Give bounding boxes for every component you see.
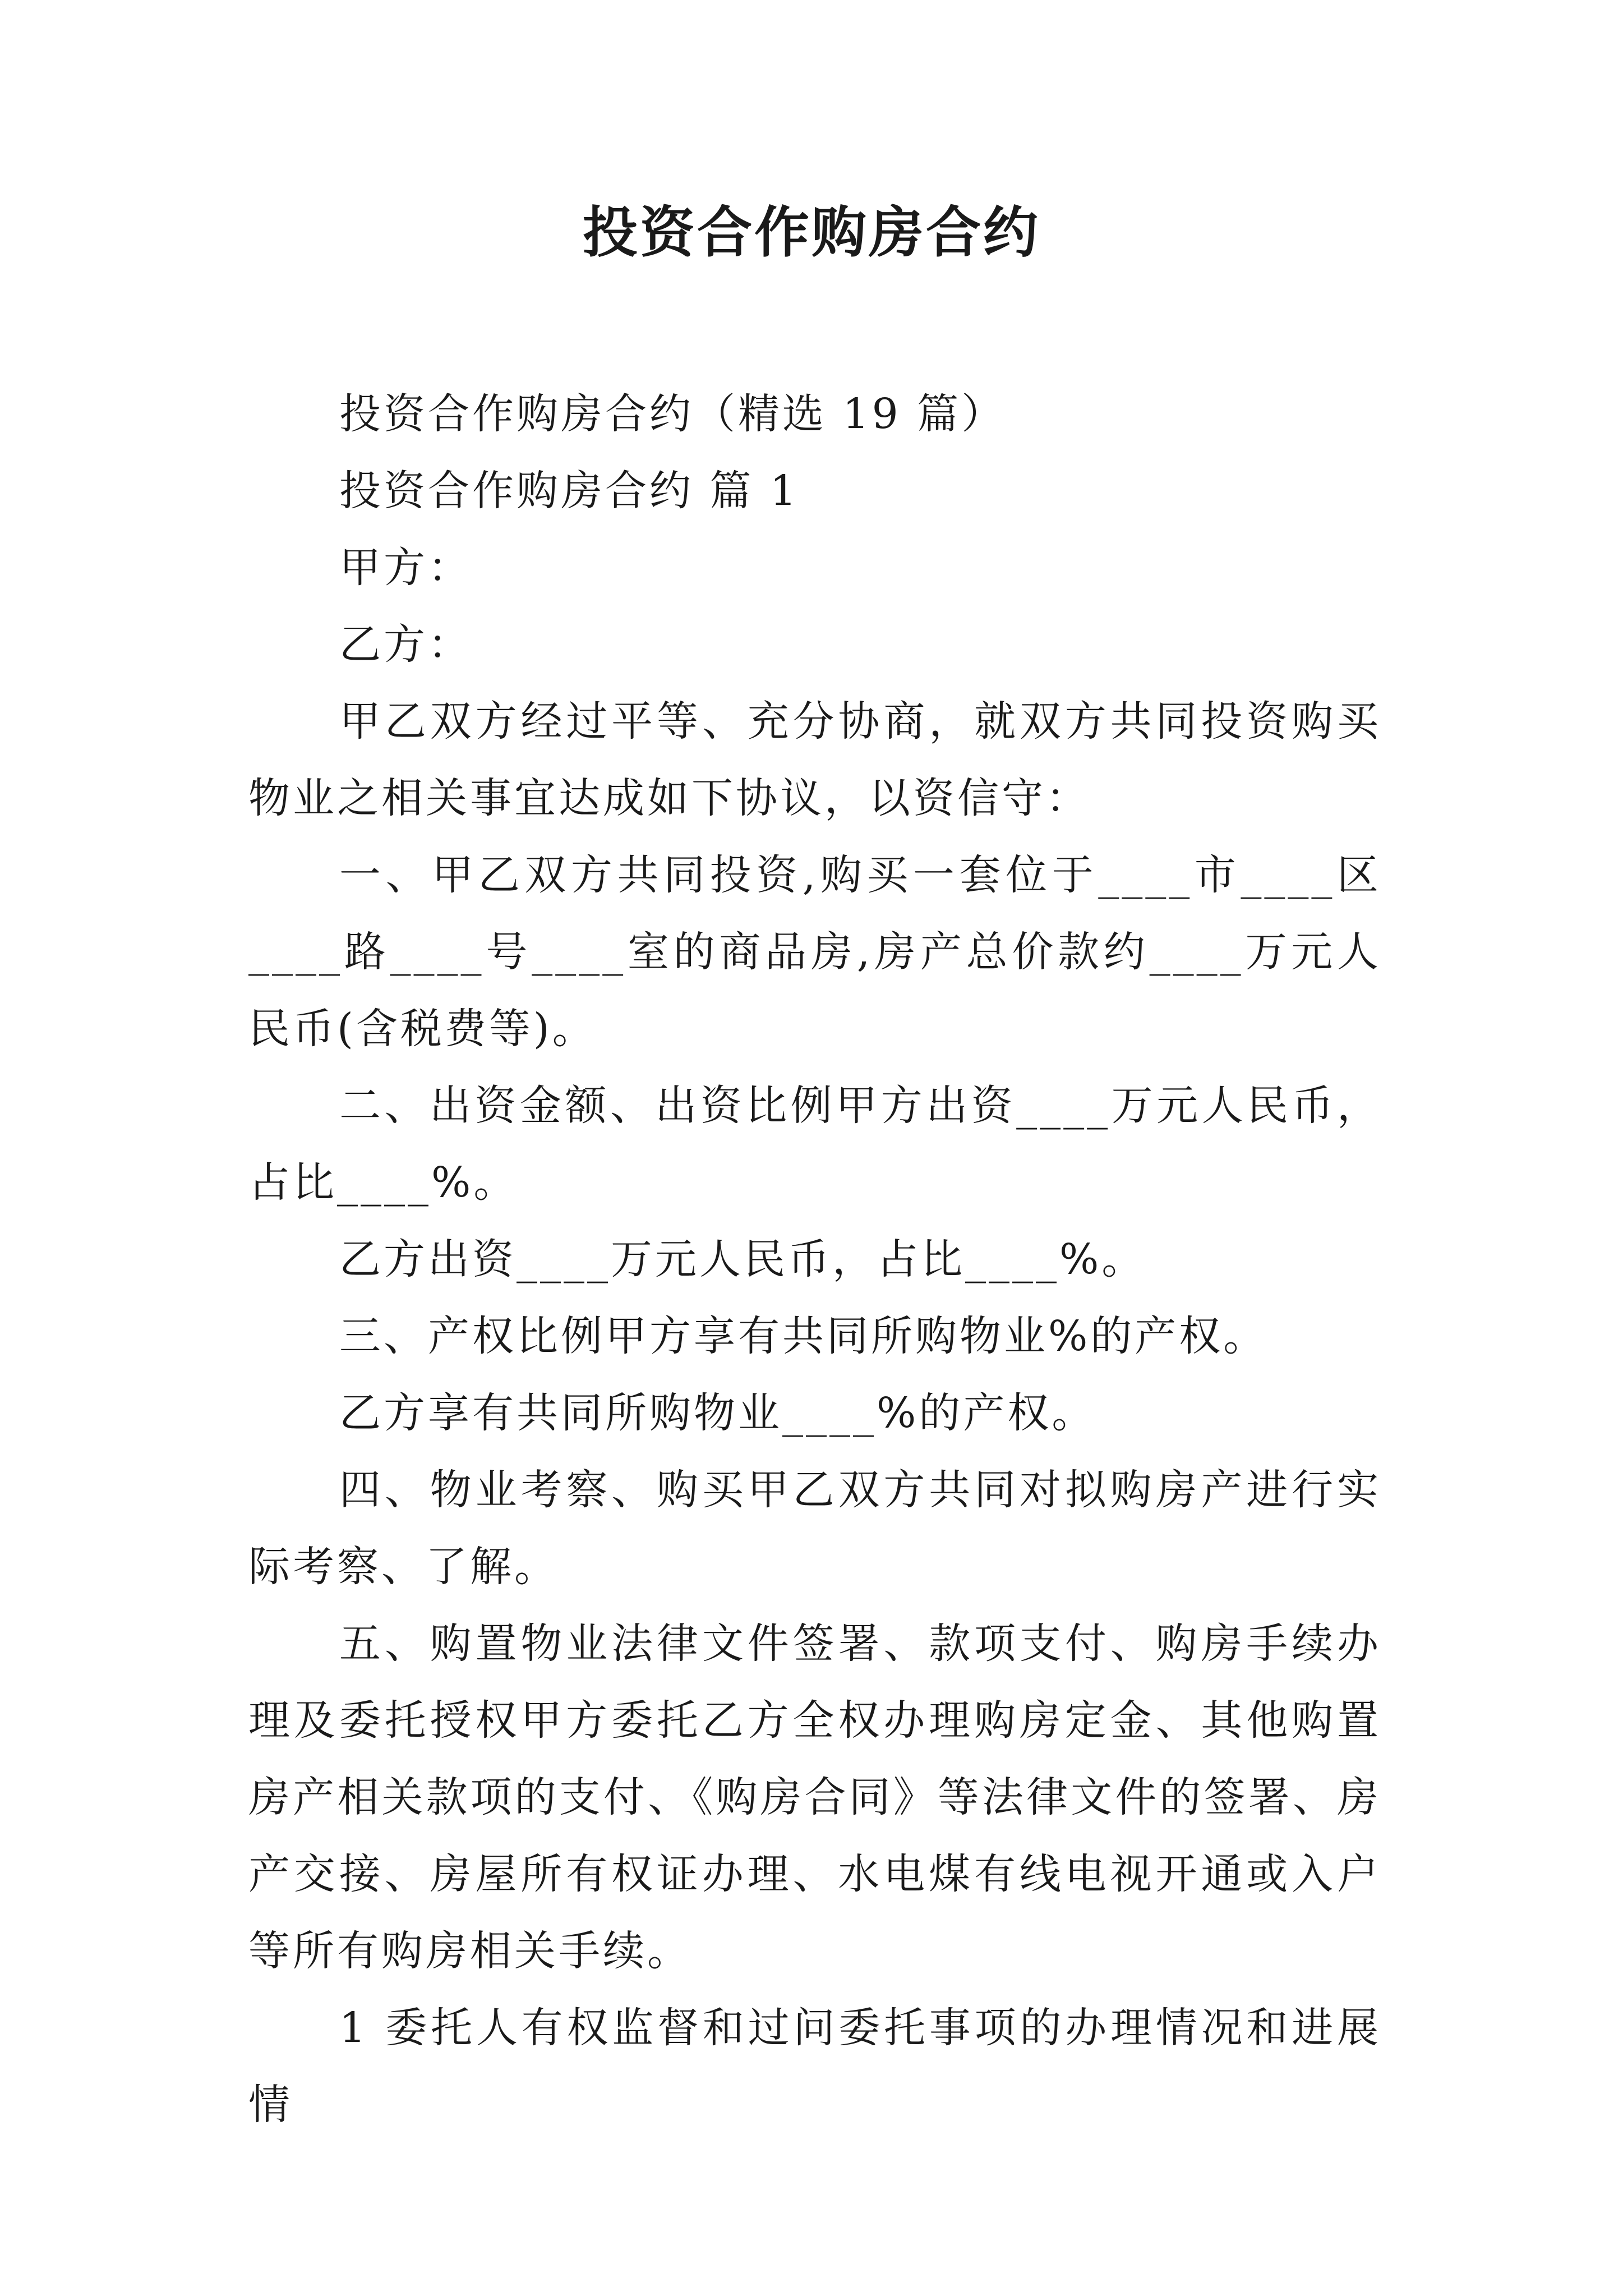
paragraph-clause-2-b: 乙方出资____万元人民币，占比____%。 [339,1235,1146,1283]
paragraph-clause-3-b: 乙方享有共同所购物业____%的产权。 [339,1389,1096,1437]
paragraph-party-a: 甲方： [339,544,472,592]
paragraph-clause-3: 三、产权比例甲方享有共同所购物业%的产权。 [339,1312,1268,1360]
paragraph-party-b: 乙方： [339,620,472,669]
paragraph-section-heading: 投资合作购房合约 篇 1 [339,467,800,515]
paragraph-subtitle: 投资合作购房合约（精选 19 篇） [339,390,1006,438]
paragraph-clause-5: 五、购置物业法律文件签署、款项支付、购房手续办理及委托授权甲方委托乙方全权办理购房定金、其他购置房产相关款项的支付、《购房合同》等法律文件的签署、房产交接、房屋所有权证办理、水电煤有线电视开通或入户等所有购房相关手续。 [248,1619,1381,1975]
paragraph-clause-2: 二、出资金额、出资比例甲方出资____万元人民币，占比____%。 [248,1082,1381,1207]
paragraph-preamble: 甲乙双方经过平等、充分协商，就双方共同投资购买物业之相关事宜达成如下协议，以资信守： [248,697,1381,822]
document-title: 投资合作购房合约 [582,200,1040,265]
paragraph-clause-5-1: 1 委托人有权监督和过问委托事项的办理情况和进展情 [248,2004,1381,2129]
paragraph-clause-4: 四、物业考察、购买甲乙双方共同对拟购房产进行实际考察、了解。 [248,1466,1381,1591]
paragraph-clause-1: 一、甲乙双方共同投资,购买一套位于____市____区____路____号____室的商品房,房产总价款约____万元人民币(含税费等)。 [248,851,1381,1053]
document-body [248,376,1381,2143]
